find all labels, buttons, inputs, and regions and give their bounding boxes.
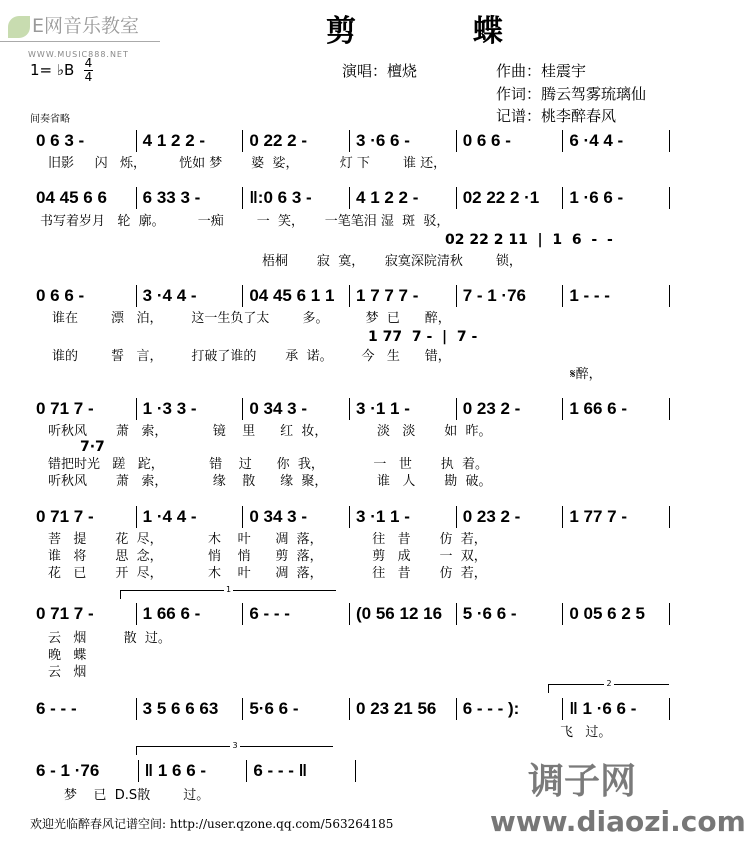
volta-number: 1 [225, 585, 232, 594]
lyric-line: 谁在 漂 泊， 这一生负了太 多。 梦 已 醉， [52, 311, 451, 326]
lyric-line: 听秋风 萧 索， 缘 散 缘 聚， 谁 人 勘 破。 [48, 474, 492, 489]
song-title: 剪 蝶 [326, 14, 535, 49]
measure: 0 71 7 - [30, 506, 137, 528]
measure: 4 1 2 2 - [137, 130, 244, 152]
measure: ‖:0 6 3 - [243, 187, 350, 209]
measure: 0 71 7 - [30, 603, 137, 625]
measure: 1 - - - [563, 285, 670, 307]
volta-bracket [548, 679, 669, 693]
volta-number: 2 [606, 679, 612, 688]
measure: 3 5 6 6 63 [137, 698, 244, 720]
lyric-line: 云 烟 [48, 665, 87, 680]
notation-row [30, 759, 356, 783]
measure: 1 66 6 - [137, 603, 244, 625]
footer-link[interactable]: 欢迎光临醉春风记谱空间: http://user.qzone.qq.com/563264185 [30, 817, 394, 831]
logo-text: E网音乐教室 [32, 15, 140, 37]
measure: 6 ·4 4 - [563, 130, 670, 152]
notation-row [30, 186, 670, 210]
notation-row [30, 129, 670, 153]
notation-row [30, 284, 670, 308]
notation-row [30, 505, 670, 529]
measure: (0 56 12 16 [350, 603, 457, 625]
measure: 1 77 7 - [563, 506, 670, 528]
measure: 3 ·1 1 - [350, 506, 457, 528]
measure: 5·6 6 - [243, 698, 350, 720]
measure: 0 23 2 - [457, 506, 564, 528]
measure: 0 6 6 - [30, 285, 137, 307]
measure: ‖ 1 ·6 6 - [563, 698, 670, 720]
notation-row [30, 602, 670, 626]
time-bottom: 4 [84, 70, 93, 84]
measure: 3 ·6 6 - [350, 130, 457, 152]
alt-notation: 1 77 7 - | 7 - [368, 329, 478, 345]
divider [0, 41, 160, 42]
lyric-line: 书写着岁月 轮 廓。 一痴 一 笑， 一笔笔泪 湿 斑 驳， [40, 214, 450, 229]
measure: 6 - - - ‖ [247, 760, 356, 782]
measure: 6 - 1 ·76 [30, 760, 139, 782]
watermark-name: 调子网 [528, 761, 637, 802]
measure: 0 6 3 - [30, 130, 137, 152]
measure: 1 7 7 7 - [350, 285, 457, 307]
lyricist: 作词：腾云驾雾琉璃仙 [496, 85, 647, 103]
lyric-line: 菩 提 花 尽， 木 叶 凋 落， 往 昔 仿 若， [48, 532, 487, 547]
measure: 0 22 2 - [243, 130, 350, 152]
measure: 1 ·3 3 - [137, 398, 244, 420]
measure: 6 - - - [243, 603, 350, 625]
lyric-line: 谁 将 思 念， 悄 悄 剪 落， 剪 成 一 双， [48, 549, 487, 564]
intro-note: 间奏省略 [30, 114, 70, 125]
composer: 作曲：桂震宇 [496, 62, 587, 80]
measure: 04 45 6 1 1 [243, 285, 350, 307]
lyric-line: 旧影 闪 烁， 恍如 梦 婆 娑， 灯 下 谁 还， [48, 156, 447, 171]
measure: ‖ 1 6 6 - [139, 760, 248, 782]
transcriber: 记谱：桃李醉春风 [496, 107, 617, 125]
measure: 6 - - - [30, 698, 137, 720]
lyric-line: 云 烟 散 过。 [48, 631, 171, 646]
singer: 演唱：檀烧 [342, 62, 418, 80]
measure: 0 34 3 - [243, 506, 350, 528]
measure: 0 05 6 2 5 [563, 603, 670, 625]
volta-bracket [136, 741, 333, 755]
measure: 0 34 3 - [243, 398, 350, 420]
measure: 0 23 2 - [457, 398, 564, 420]
measure: 4 1 2 2 - [350, 187, 457, 209]
leaf-icon [8, 16, 30, 38]
measure: 1 66 6 - [563, 398, 670, 420]
time-top: 4 [84, 56, 93, 70]
lyric-line: 飞 过。 [560, 725, 612, 740]
measure: 04 45 6 6 [30, 187, 137, 209]
measure: 3 ·4 4 - [137, 285, 244, 307]
measure: 0 23 21 56 [350, 698, 457, 720]
measure: 3 ·1 1 - [350, 398, 457, 420]
lyric-line: 花 已 开 尽， 木 叶 凋 落， 往 昔 仿 若， [48, 566, 487, 581]
measure: 5 ·6 6 - [457, 603, 564, 625]
notation-row [30, 397, 670, 421]
lyric-line: 梧桐 寂 寞， 寂寞深院清秋 锁， [262, 254, 522, 269]
watermark-url: www.diaozi.com [490, 805, 746, 838]
measure: 1 ·4 4 - [137, 506, 244, 528]
lyric-line: 晚 蝶 [48, 648, 87, 663]
lyric-line: 听秋风 萧 索， 镜 里 红 妆， 淡 淡 如 昨。 [48, 424, 492, 439]
volta-number: 3 [232, 741, 238, 750]
measure: 1 ·6 6 - [563, 187, 670, 209]
measure: 0 71 7 - [30, 398, 137, 420]
lyric-line: 错把时光 蹉 跎， 错 过 你 我， 一 世 执 着。 [48, 457, 489, 472]
lyric-line: 梦 已 D.S散 过。 [64, 788, 210, 803]
measure: 0 6 6 - [457, 130, 564, 152]
measure: 6 33 3 - [137, 187, 244, 209]
lyric-line: 谁的 誓 言， 打破了谁的 承 诺。 今 生 错， [52, 349, 451, 364]
measure: 7 - 1 ·76 [457, 285, 564, 307]
key-signature: 1= ♭B [30, 61, 75, 79]
segno-lyric: 𝄋醉， [570, 367, 602, 382]
volta-bracket [120, 585, 336, 599]
measure: 02 22 2 ·1 [457, 187, 564, 209]
alt-notation: 7·7 [80, 439, 105, 455]
time-signature [84, 58, 93, 83]
alt-notation: 02 22 2 11 | 1 6 - - [445, 232, 613, 248]
measure: 6 - - - ): [457, 698, 564, 720]
site-url: WWW.MUSIC888.NET [28, 50, 129, 59]
notation-row [30, 697, 670, 721]
site-logo [8, 14, 139, 38]
